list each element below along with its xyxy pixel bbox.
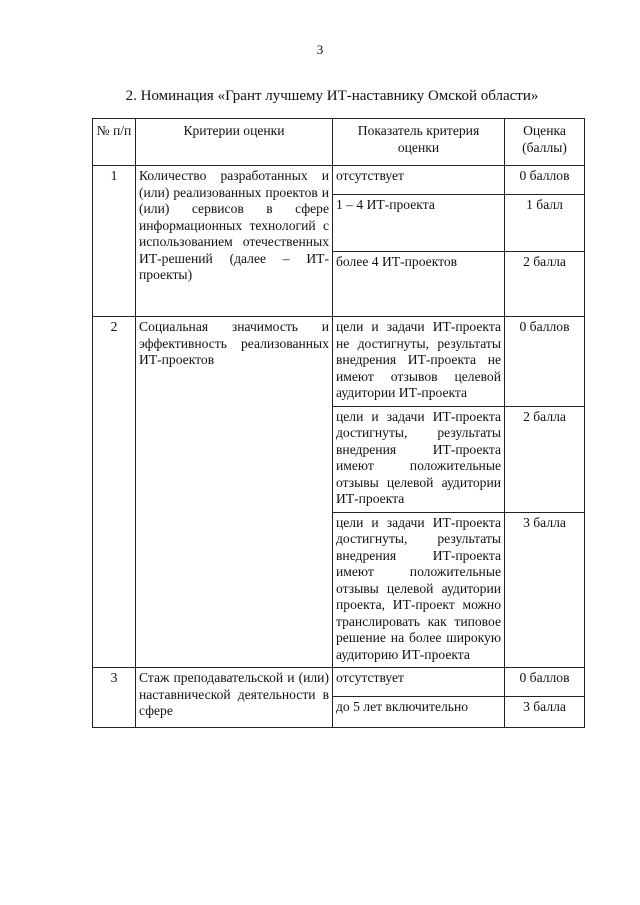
score-value: 2 балла — [505, 406, 585, 512]
criterion-text: Количество разработанных и (или) реализованных проектов и (или) сервисов в сфере информационных технологий с использованием отечественных ИТ-решений (далее – ИТ-проекты) — [136, 166, 333, 317]
indicator-text: цели и задачи ИТ-проекта достигнуты, результаты внедрения ИТ-проекта имеют положительные отзывы целевой аудитории ИТ-проекта — [333, 406, 505, 512]
table-row — [93, 317, 585, 407]
header-indicator: Показатель критерия оценки — [333, 119, 505, 166]
row-number: 2 — [93, 317, 136, 668]
indicator-text: до 5 лет включительно — [333, 697, 505, 728]
score-value: 1 балл — [505, 195, 585, 252]
score-value: 3 балла — [505, 512, 585, 668]
table-row — [93, 166, 585, 195]
indicator-text: более 4 ИТ-проектов — [333, 252, 505, 317]
score-value: 2 балла — [505, 252, 585, 317]
page-number: 3 — [316, 42, 324, 57]
criteria-table — [92, 118, 585, 728]
indicator-text: цели и задачи ИТ-проекта не достигнуты, результаты внедрения ИТ-проекта не имеют отзывов целевой аудитории ИТ-проекта — [333, 317, 505, 407]
criterion-text: Социальная значимость и эффективность реализованных ИТ-проектов — [136, 317, 333, 668]
indicator-text: отсутствует — [333, 668, 505, 697]
indicator-text: отсутствует — [333, 166, 505, 195]
table-header-row — [93, 119, 585, 166]
row-number: 3 — [93, 668, 136, 728]
score-value: 0 баллов — [505, 668, 585, 697]
indicator-text: цели и задачи ИТ-проекта достигнуты, результаты внедрения ИТ-проекта имеют положительные отзывы целевой аудитории проекта, ИТ-проект можно транслировать как типовое решение на более широкую аудиторию ИТ-проекта — [333, 512, 505, 668]
score-value: 3 балла — [505, 697, 585, 728]
header-criteria: Критерии оценки — [136, 119, 333, 166]
score-value: 0 баллов — [505, 166, 585, 195]
nomination-heading: 2. Номинация «Грант лучшему ИТ-наставнику Омской области» — [125, 88, 539, 104]
indicator-text: 1 – 4 ИТ-проекта — [333, 195, 505, 252]
table-row — [93, 668, 585, 697]
header-number: № п/п — [93, 119, 136, 166]
row-number: 1 — [93, 166, 136, 317]
header-score: Оценка (баллы) — [505, 119, 585, 166]
criterion-text: Стаж преподавательской и (или) наставнической деятельности в сфере — [136, 668, 333, 728]
score-value: 0 баллов — [505, 317, 585, 407]
